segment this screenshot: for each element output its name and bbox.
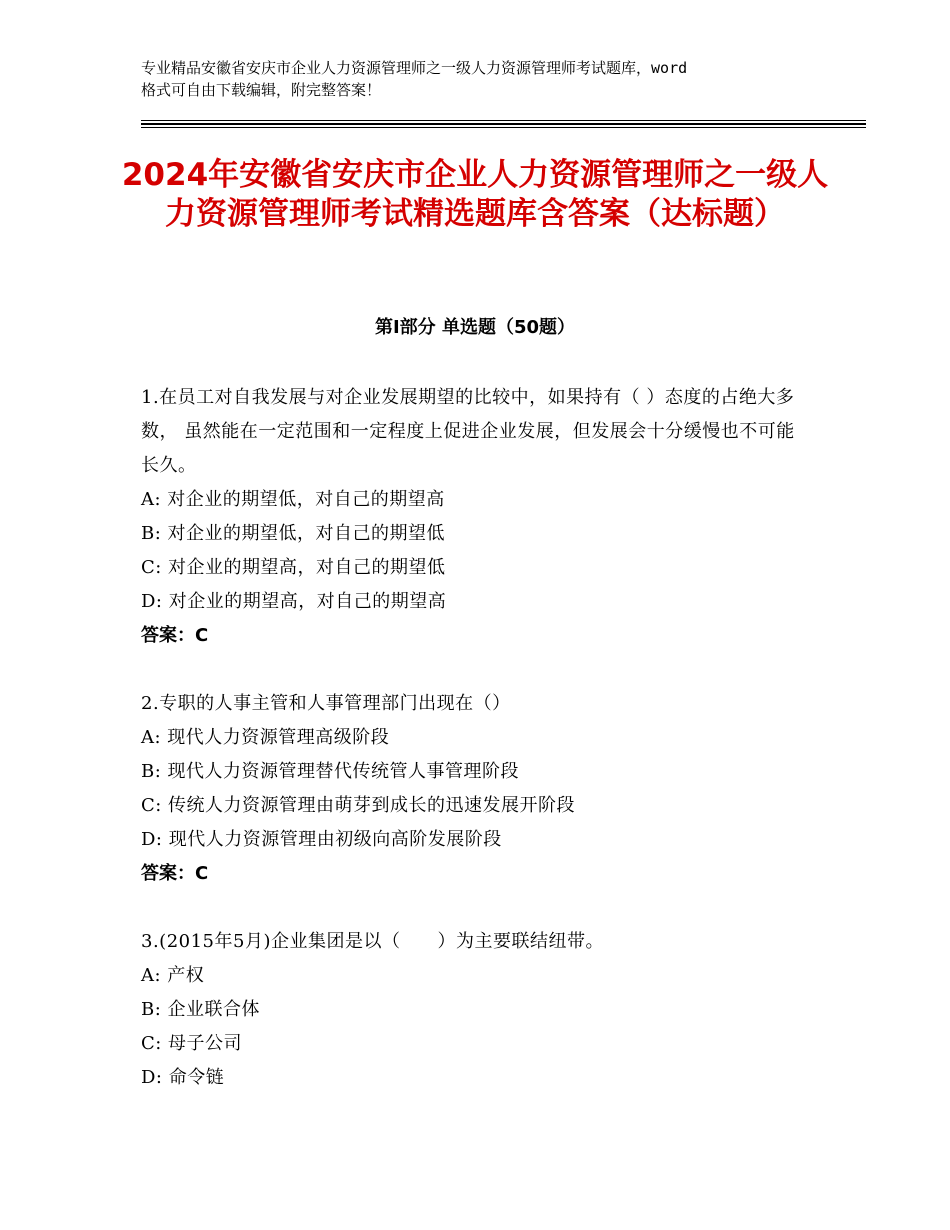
document-title: 2024年安徽省安庆市企业人力资源管理师之一级人力资源管理师考试精选题库含答案（达标题） bbox=[121, 157, 829, 232]
question-stem: 3.(2015年5月)企业集团是以（ ）为主要联结纽带。 bbox=[141, 931, 604, 952]
question-option: B: 企业联合体 bbox=[141, 999, 261, 1020]
question-item bbox=[141, 925, 806, 1095]
question-option: C: 母子公司 bbox=[141, 1033, 243, 1054]
question-option: A: 现代人力资源管理高级阶段 bbox=[141, 727, 390, 748]
question-option: C: 对企业的期望高，对自己的期望低 bbox=[141, 557, 446, 578]
question-item bbox=[141, 381, 806, 653]
header-divider-middle bbox=[141, 123, 866, 125]
question-option: B: 对企业的期望低，对自己的期望低 bbox=[141, 523, 446, 544]
question-option: D: 命令链 bbox=[141, 1067, 225, 1088]
question-answer: 答案：C bbox=[141, 863, 209, 884]
question-stem: 2.专职的人事主管和人事管理部门出现在（） bbox=[141, 693, 511, 714]
question-option: A: 产权 bbox=[141, 965, 205, 986]
question-list bbox=[141, 381, 806, 1129]
question-option: A: 对企业的期望低，对自己的期望高 bbox=[141, 489, 445, 510]
header-note: 专业精品安徽省安庆市企业人力资源管理师之一级人力资源管理师考试题库，word 格式可自由下载编辑，附完整答案！ bbox=[141, 59, 688, 99]
question-item bbox=[141, 687, 806, 891]
question-option: D: 现代人力资源管理由初级向高阶发展阶段 bbox=[141, 829, 502, 850]
question-option: D: 对企业的期望高，对自己的期望高 bbox=[141, 591, 447, 612]
question-stem: 1.在员工对自我发展与对企业发展期望的比较中，如果持有（ ）态度的占绝大多数， 虽然能在一定范围和一定程度上促进企业发展，但发展会十分缓慢也不可能长久。 bbox=[141, 387, 795, 476]
question-option: B: 现代人力资源管理替代传统管人事管理阶段 bbox=[141, 761, 520, 782]
header-divider-top bbox=[141, 120, 866, 121]
question-answer: 答案：C bbox=[141, 625, 209, 646]
header-divider-bottom bbox=[141, 127, 866, 128]
section-title: 第Ⅰ部分 单选题（50题） bbox=[374, 317, 575, 338]
question-option: C: 传统人力资源管理由萌芽到成长的迅速发展开阶段 bbox=[141, 795, 576, 816]
